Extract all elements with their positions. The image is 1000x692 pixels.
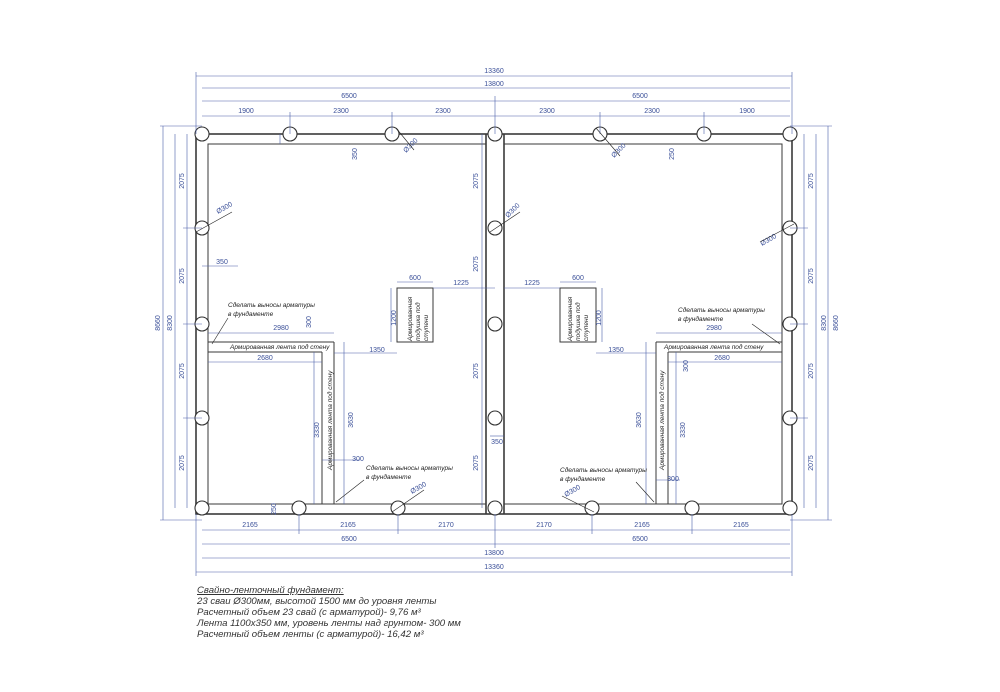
dim-1350-right: 1350	[608, 347, 624, 354]
notes-line-4: Расчетный объем ленты (с арматурой)- 16,42 м³	[197, 629, 424, 640]
pile-diameter-callout: Ø300	[563, 484, 582, 499]
dim-overall-outer-top: 13360	[484, 68, 504, 75]
pile	[195, 127, 209, 141]
notes-line-3: Лента 1100x350 мм, уровень ленты над грунтом- 300 мм	[197, 618, 461, 629]
dim-3630-right: 3630	[636, 412, 643, 428]
dim-1200-right: 1200	[596, 310, 603, 326]
strip-under-wall-label-right-vertical: Армированная лента под стену	[659, 370, 666, 470]
dim-1350-left: 1350	[369, 347, 385, 354]
pile	[685, 501, 699, 515]
dim-mid-v-2: 2075	[473, 256, 480, 272]
pile	[488, 317, 502, 331]
pile-diameter-callout: Ø300	[409, 481, 428, 496]
dim-height-outer-right: 8660	[833, 315, 840, 331]
dim-top-seg-5: 2300	[644, 108, 660, 115]
dim-bottom-seg-1: 2165	[242, 522, 258, 529]
rebar-outlets-label-bottom-right-2: в фундаменте	[560, 476, 606, 483]
rebar-outlets-label-right: Сделать выносы арматуры	[678, 307, 765, 314]
dim-bottom-seg-5: 2165	[634, 522, 650, 529]
rebar-outlets-label-right-2: в фундаменте	[678, 316, 724, 323]
notes-line-1: 23 сваи Ø300мм, высотой 1500 мм до уровня ленты	[197, 596, 437, 607]
pile-diameter-callout: Ø300	[215, 201, 234, 216]
dim-2980-left: 2980	[273, 325, 289, 332]
dim-right-v-4: 2075	[808, 455, 815, 471]
dim-2680-left: 2680	[257, 355, 273, 362]
dim-bottom-seg-3: 2170	[438, 522, 454, 529]
dim-1225-right: 1225	[524, 280, 540, 287]
dim-top-seg-6: 1900	[739, 108, 755, 115]
dim-half-top-left: 6500	[341, 93, 357, 100]
stair-pad-label-right-3: ступени	[583, 314, 590, 341]
dim-half-bottom-left: 6500	[341, 536, 357, 543]
dim-left-v-2: 2075	[179, 268, 186, 284]
dim-left-v-3: 2075	[179, 363, 186, 379]
dim-offset-350: 350	[216, 259, 228, 266]
pile	[585, 501, 599, 515]
pile-diameter-callout: Ø300	[759, 233, 778, 248]
dim-overall-inner-bottom: 13800	[484, 550, 504, 557]
dim-300-left-bottom: 300	[352, 456, 364, 463]
dim-3630-left: 3630	[348, 412, 355, 428]
pile	[488, 221, 502, 235]
stair-pad-label-left-1: Армированная	[407, 296, 414, 341]
stair-pad-label-right-1: Армированная	[567, 296, 574, 341]
dim-top-seg-1: 1900	[238, 108, 254, 115]
stair-pad-label-right-2: подушка под	[575, 302, 582, 341]
dim-250-bottom: 250	[271, 503, 278, 515]
pile-diameter-callout: Ø300	[504, 202, 522, 220]
notes-line-2: Расчетный объем 23 свай (с арматурой)- 9,76 м³	[197, 607, 421, 618]
dim-overall-outer-bottom: 13360	[484, 564, 504, 571]
strip-under-wall-label-left: Армированная лента под стену	[230, 344, 330, 351]
dim-mid-v-4: 2075	[473, 455, 480, 471]
dim-3330-left: 3330	[314, 422, 321, 438]
stair-pad-label-left-3: ступени	[423, 314, 430, 341]
dim-overall-inner-top: 13800	[484, 81, 504, 88]
strip-under-wall-label-left-vertical: Армированная лента под стену	[327, 370, 334, 470]
strip-under-wall-label-right: Армированная лента под стену	[664, 344, 764, 351]
pile	[488, 411, 502, 425]
dim-top-seg-2: 2300	[333, 108, 349, 115]
dim-right-v-1: 2075	[808, 173, 815, 189]
dim-height-inner-right: 8300	[821, 315, 828, 331]
dim-bottom-seg-6: 2165	[733, 522, 749, 529]
right-room-inner-outline	[504, 144, 782, 504]
dim-350-middle: 350	[491, 439, 503, 446]
rebar-outlets-label-bottom-left-2: в фундаменте	[366, 474, 412, 481]
dim-600-left: 600	[409, 275, 421, 282]
pile-diameter-callout: Ø300	[610, 142, 628, 160]
pile	[783, 501, 797, 515]
dim-2680-right: 2680	[714, 355, 730, 362]
pile	[195, 501, 209, 515]
dim-height-inner-left: 8300	[167, 315, 174, 331]
rebar-outlets-label-left: Сделать выносы арматуры	[228, 302, 315, 309]
dim-mid-v-1: 2075	[473, 173, 480, 189]
dim-half-top-right: 6500	[632, 93, 648, 100]
dim-half-bottom-right: 6500	[632, 536, 648, 543]
rebar-outlets-label-bottom-left: Сделать выносы арматуры	[366, 465, 453, 472]
dim-mid-v-3: 2075	[473, 363, 480, 379]
dim-right-v-2: 2075	[808, 268, 815, 284]
pile-diameter-callout: Ø300	[402, 137, 420, 155]
dim-1225-left: 1225	[453, 280, 469, 287]
foundation-notes	[197, 585, 617, 640]
rebar-outlets-label-left-2: в фундаменте	[228, 311, 274, 318]
dim-bottom-seg-2: 2165	[340, 522, 356, 529]
dim-top-seg-3: 2300	[435, 108, 451, 115]
dim-2980-right: 2980	[706, 325, 722, 332]
pile	[292, 501, 306, 515]
notes-title: Свайно-ленточный фундамент:	[197, 585, 344, 596]
dim-300-left-top: 300	[306, 316, 313, 328]
pile	[488, 501, 502, 515]
dim-300-right-top: 300	[683, 360, 690, 372]
left-room-inner-outline	[208, 144, 486, 504]
dim-height-outer-left: 8660	[155, 315, 162, 331]
dim-250-top: 250	[669, 148, 676, 160]
dim-350-top: 350	[352, 148, 359, 160]
dim-bottom-seg-4: 2170	[536, 522, 552, 529]
dim-left-v-1: 2075	[179, 173, 186, 189]
dim-1200-left: 1200	[391, 310, 398, 326]
dim-top-seg-4: 2300	[539, 108, 555, 115]
stair-pad-label-left-2: подушка под	[415, 302, 422, 341]
pile	[783, 127, 797, 141]
dim-left-v-4: 2075	[179, 455, 186, 471]
dim-3330-right: 3330	[680, 422, 687, 438]
dim-600-right: 600	[572, 275, 584, 282]
rebar-outlets-label-bottom-right: Сделать выносы арматуры	[560, 467, 647, 474]
dim-right-v-3: 2075	[808, 363, 815, 379]
dim-300-right-bottom: 300	[667, 476, 679, 483]
